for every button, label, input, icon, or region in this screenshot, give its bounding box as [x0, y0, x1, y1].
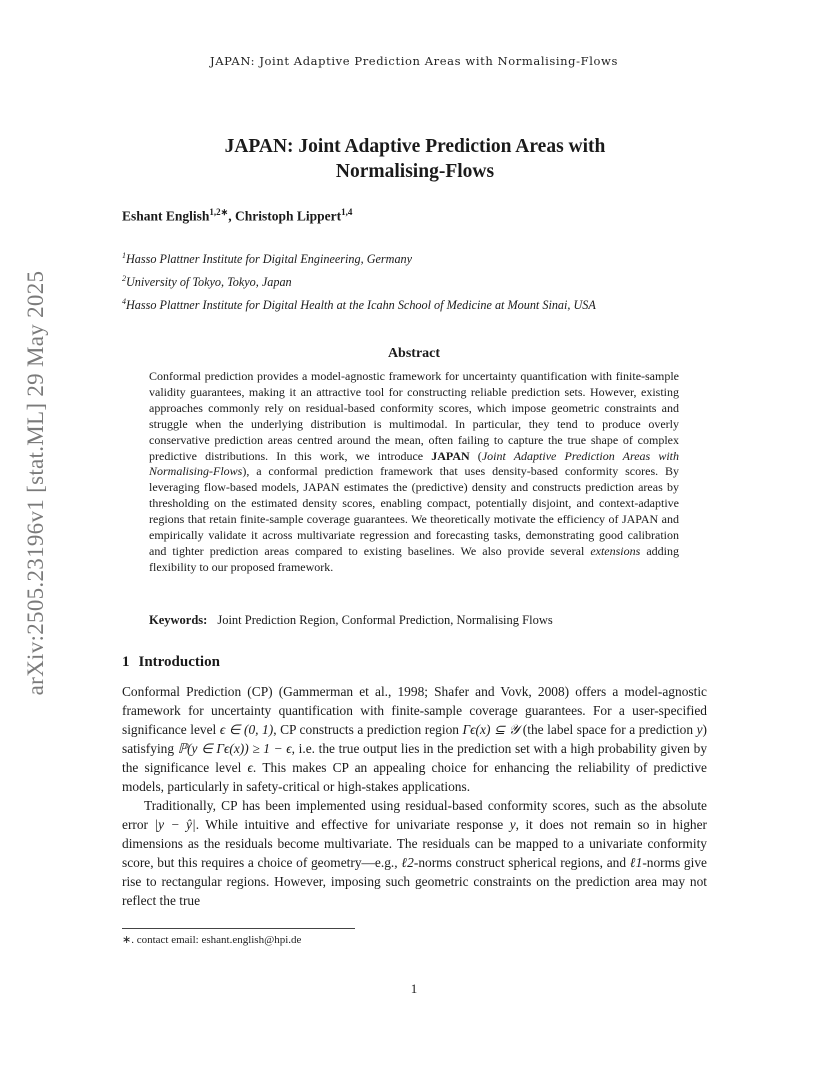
intro-text: , it does not remain so in higher dimensions as the residuals become multivariate. The residuals can be mapped to a univariate conformity score, but this requires a choice of geometry—e.g., — [122, 817, 707, 870]
intro-text: Conformal Prediction (CP) (Gammerman et al., 1998; Shafer and Vovk, 2008) offers a model-agnostic framework for uncertainty quantification with finite-sample coverage guarantees. For a user-specified significance level — [122, 684, 707, 737]
abstract-body — [149, 369, 679, 576]
affiliation — [122, 269, 596, 292]
intro-text: (the label space for a prediction — [519, 722, 697, 737]
section-heading — [122, 654, 220, 671]
math-l2-norm: ℓ2 — [401, 855, 414, 870]
intro-text: -norms construct spherical regions, and — [413, 855, 630, 870]
intro-text: -norms give rise to rectangular regions. However, imposing such geometric constraints on the prediction area may not reflect the true — [122, 855, 707, 908]
abstract-heading: Abstract — [387, 346, 441, 361]
affiliation-text: University of Tokyo, Tokyo, Japan — [126, 275, 292, 290]
intro-paragraph-1 — [122, 682, 707, 796]
intro-text: ) satisfying — [122, 722, 707, 756]
title-line-1: JAPAN: Joint Adaptive Prediction Areas with — [224, 136, 606, 157]
arxiv-identifier-text: arXiv:2505.23196v1 [stat.ML] 29 May 2025 — [23, 270, 48, 696]
affiliation-marks: 1,2 — [209, 207, 221, 217]
intro-text: . While intuitive and effective for univariate response — [195, 817, 510, 832]
section-number: 1 — [122, 654, 130, 670]
author-separator: , — [228, 208, 235, 224]
math-region: Γϵ(x) ⊆ 𝒴 — [462, 722, 520, 737]
affiliation-text: Hasso Plattner Institute for Digital Health at the Icahn School of Medicine at Mount Sinai, USA — [126, 298, 596, 313]
author-name: Christoph Lippert — [234, 208, 342, 224]
abstract-text: ), a conformal prediction framework that uses density-based conformity scores. By leveraging flow-based models, JAPAN estimates the (predictive) density and constructs prediction areas by thresholding on the estimated density scores, enabling compact, potentially disjoint, and context-adaptive regions that retain finite-sample coverage guarantees. We theoretically motivate the efficiency of JAPAN and empirically validate it across multivariate regression and forecasting tasks, demonstrating good calibration and tighter prediction areas compared to existing baselines. We also provide several — [149, 464, 679, 558]
author-name: Eshant English — [122, 208, 210, 224]
abstract-paragraph — [149, 369, 679, 576]
intro-text: , i.e. the true output lies in the prediction set with a high probability given by the significance level — [122, 741, 708, 775]
math-absolute-error: |y − ŷ| — [154, 817, 196, 832]
footnote: ∗. contact email: eshant.english@hpi.de — [122, 934, 302, 946]
footnote-divider — [122, 928, 355, 929]
affiliation-list — [122, 246, 596, 315]
affiliation — [122, 246, 596, 269]
paper-title — [120, 134, 710, 184]
affiliation-mark: 4 — [122, 297, 126, 307]
intro-text: Traditionally, CP has been implemented using residual-based conformity scores, such as the absolute error — [122, 798, 707, 832]
author-list — [122, 207, 352, 225]
intro-text: . This makes CP an appealing choice for enhancing the reliability of predictive models, particularly in safety-critical or high-stakes applications. — [122, 760, 707, 794]
method-name: JAPAN — [431, 448, 470, 463]
affiliation-mark: 1 — [122, 251, 126, 260]
extensions-term: extensions — [590, 543, 641, 558]
abstract-text: adding flexibility to our proposed framework. — [149, 543, 679, 574]
math-y: y — [696, 722, 703, 737]
intro-paragraph-2 — [122, 796, 707, 910]
math-probability: ℙ(y ∈ Γϵ(x)) ≥ 1 − ϵ — [177, 741, 292, 756]
introduction-body — [122, 682, 707, 910]
keywords-text: Joint Prediction Region, Conformal Prediction, Normalising Flows — [217, 613, 553, 627]
math-epsilon: ϵ — [247, 760, 253, 775]
title-line-2: Normalising-Flows — [335, 161, 495, 182]
affiliation — [122, 292, 596, 315]
affiliation-text: Hasso Plattner Institute for Digital Engineering, Germany — [126, 252, 413, 267]
affiliation-marks: 1,4 — [341, 207, 353, 217]
running-header: JAPAN: Joint Adaptive Prediction Areas with Normalising-Flows — [210, 54, 618, 68]
keywords-label: Keywords: — [149, 613, 208, 627]
affiliation-mark: 2 — [122, 274, 126, 284]
abstract-text: ( — [469, 448, 482, 463]
page-number: 1 — [410, 981, 418, 996]
method-expansion: Joint Adaptive Prediction Areas with Normalising-Flows — [149, 448, 679, 479]
abstract-text: Conformal prediction provides a model-agnostic framework for uncertainty quantification with finite-sample validity guarantees, making it an attractive tool for constructing reliable prediction sets. However, existing approaches commonly rely on residual-based conformity scores, which impose geometric constraints and struggle when the underlying distribution is multimodal. In particular, they tend to produce overly conservative prediction areas centred around the mean, often failing to capture the true shape of complex predictive distributions. In this work, we introduce — [149, 369, 679, 463]
math-l1-norm: ℓ1 — [629, 855, 643, 870]
intro-text: , CP constructs a prediction region — [273, 722, 463, 737]
math-epsilon-range: ϵ ∈ (0, 1) — [219, 722, 274, 737]
footnote-mark: ∗ — [220, 207, 229, 217]
section-title: Introduction — [138, 654, 220, 670]
keywords — [149, 613, 689, 628]
math-y: y — [509, 817, 516, 832]
